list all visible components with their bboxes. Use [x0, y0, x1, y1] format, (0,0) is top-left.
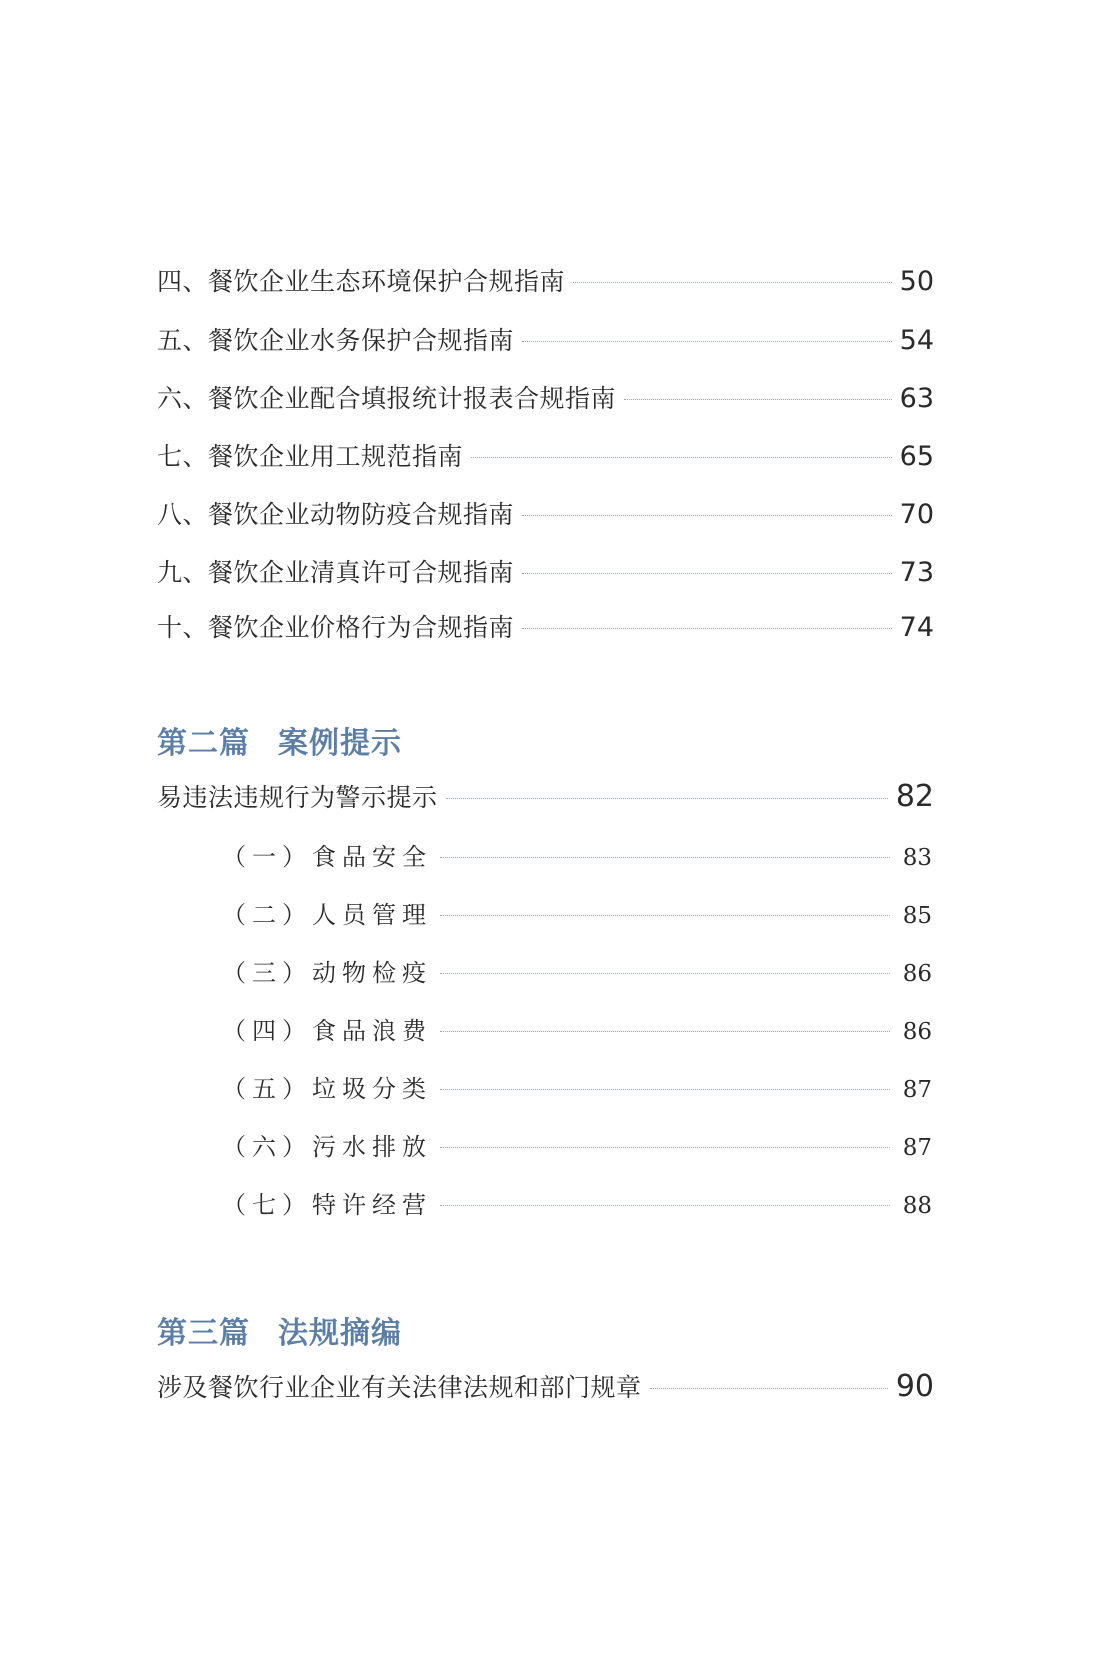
section-title: 案例提示	[278, 726, 402, 761]
toc-entry-page: 85	[902, 903, 932, 929]
toc-entry[interactable]	[157, 495, 934, 535]
toc-entry-page: 70	[899, 499, 934, 530]
toc-entry[interactable]	[157, 608, 934, 648]
toc-sub-entry[interactable]	[222, 1011, 932, 1051]
section-part-number: 第二篇	[157, 726, 250, 761]
toc-entry[interactable]	[157, 553, 934, 593]
toc-entry-page: 87	[902, 1077, 932, 1103]
toc-sub-entry[interactable]	[222, 1127, 932, 1167]
dot-leader	[440, 915, 890, 916]
section-heading-part2	[157, 718, 402, 762]
toc-sub-entry[interactable]	[222, 895, 932, 935]
toc-entry-label: 易违法违规行为警示提示	[157, 783, 438, 812]
toc-entry-page: 63	[899, 383, 934, 414]
toc-entry-page: 86	[902, 1019, 932, 1045]
toc-entry-label: 十、餐饮企业价格行为合规指南	[157, 613, 515, 642]
toc-entry-page: 90	[895, 1369, 934, 1404]
dot-leader	[440, 1089, 890, 1090]
toc-entry[interactable]	[157, 379, 934, 419]
toc-entry-label: 七、餐饮企业用工规范指南	[157, 442, 464, 471]
dot-leader	[650, 1388, 888, 1389]
dot-leader	[573, 282, 892, 283]
dot-leader	[440, 1205, 890, 1206]
toc-entry-label: 六、餐饮企业配合填报统计报表合规指南	[157, 384, 617, 413]
dot-leader	[522, 628, 892, 629]
dot-leader	[624, 399, 892, 400]
toc-sub-entry[interactable]	[222, 1185, 932, 1225]
toc-entry-label: （三）动物检疫	[222, 959, 432, 987]
toc-entry-page: 50	[899, 266, 934, 297]
toc-entry-label: 五、餐饮企业水务保护合规指南	[157, 326, 515, 355]
toc-entry-page: 74	[899, 612, 934, 643]
toc-entry-label: （一）食品安全	[222, 843, 432, 871]
toc-entry-page: 65	[899, 441, 934, 472]
toc-entry-page: 73	[899, 557, 934, 588]
toc-entry-label: （四）食品浪费	[222, 1017, 432, 1045]
section-part-number: 第三篇	[157, 1316, 250, 1351]
dot-leader	[440, 857, 890, 858]
dot-leader	[522, 515, 892, 516]
toc-entry-page: 54	[899, 325, 934, 356]
dot-leader	[440, 973, 890, 974]
toc-sub-entry[interactable]	[222, 953, 932, 993]
toc-entry[interactable]	[157, 437, 934, 477]
dot-leader	[440, 1031, 890, 1032]
dot-leader	[446, 798, 888, 799]
toc-entry-page: 83	[902, 845, 932, 871]
dot-leader	[440, 1147, 890, 1148]
section-title: 法规摘编	[278, 1316, 402, 1351]
toc-sub-entry[interactable]	[222, 837, 932, 877]
dot-leader	[522, 341, 892, 342]
toc-entry-page: 87	[902, 1135, 932, 1161]
toc-entry-label: （六）污水排放	[222, 1133, 432, 1161]
toc-entry[interactable]	[157, 778, 934, 818]
toc-entry-label: 涉及餐饮行业企业有关法律法规和部门规章	[157, 1373, 642, 1402]
dot-leader	[471, 457, 892, 458]
toc-entry-label: （五）垃圾分类	[222, 1075, 432, 1103]
toc-entry[interactable]	[157, 262, 934, 302]
toc-entry[interactable]	[157, 1368, 934, 1408]
toc-entry-label: 八、餐饮企业动物防疫合规指南	[157, 500, 515, 529]
dot-leader	[522, 573, 892, 574]
toc-entry-page: 88	[902, 1193, 932, 1219]
toc-entry-label: （七）特许经营	[222, 1191, 432, 1219]
toc-entry-page: 86	[902, 961, 932, 987]
toc-entry-label: （二）人员管理	[222, 901, 432, 929]
toc-entry-page: 82	[895, 779, 934, 814]
section-heading-part3	[157, 1308, 402, 1352]
toc-entry-label: 四、餐饮企业生态环境保护合规指南	[157, 267, 566, 296]
toc-sub-entry[interactable]	[222, 1069, 932, 1109]
toc-entry[interactable]	[157, 321, 934, 361]
toc-entry-label: 九、餐饮企业清真许可合规指南	[157, 558, 515, 587]
